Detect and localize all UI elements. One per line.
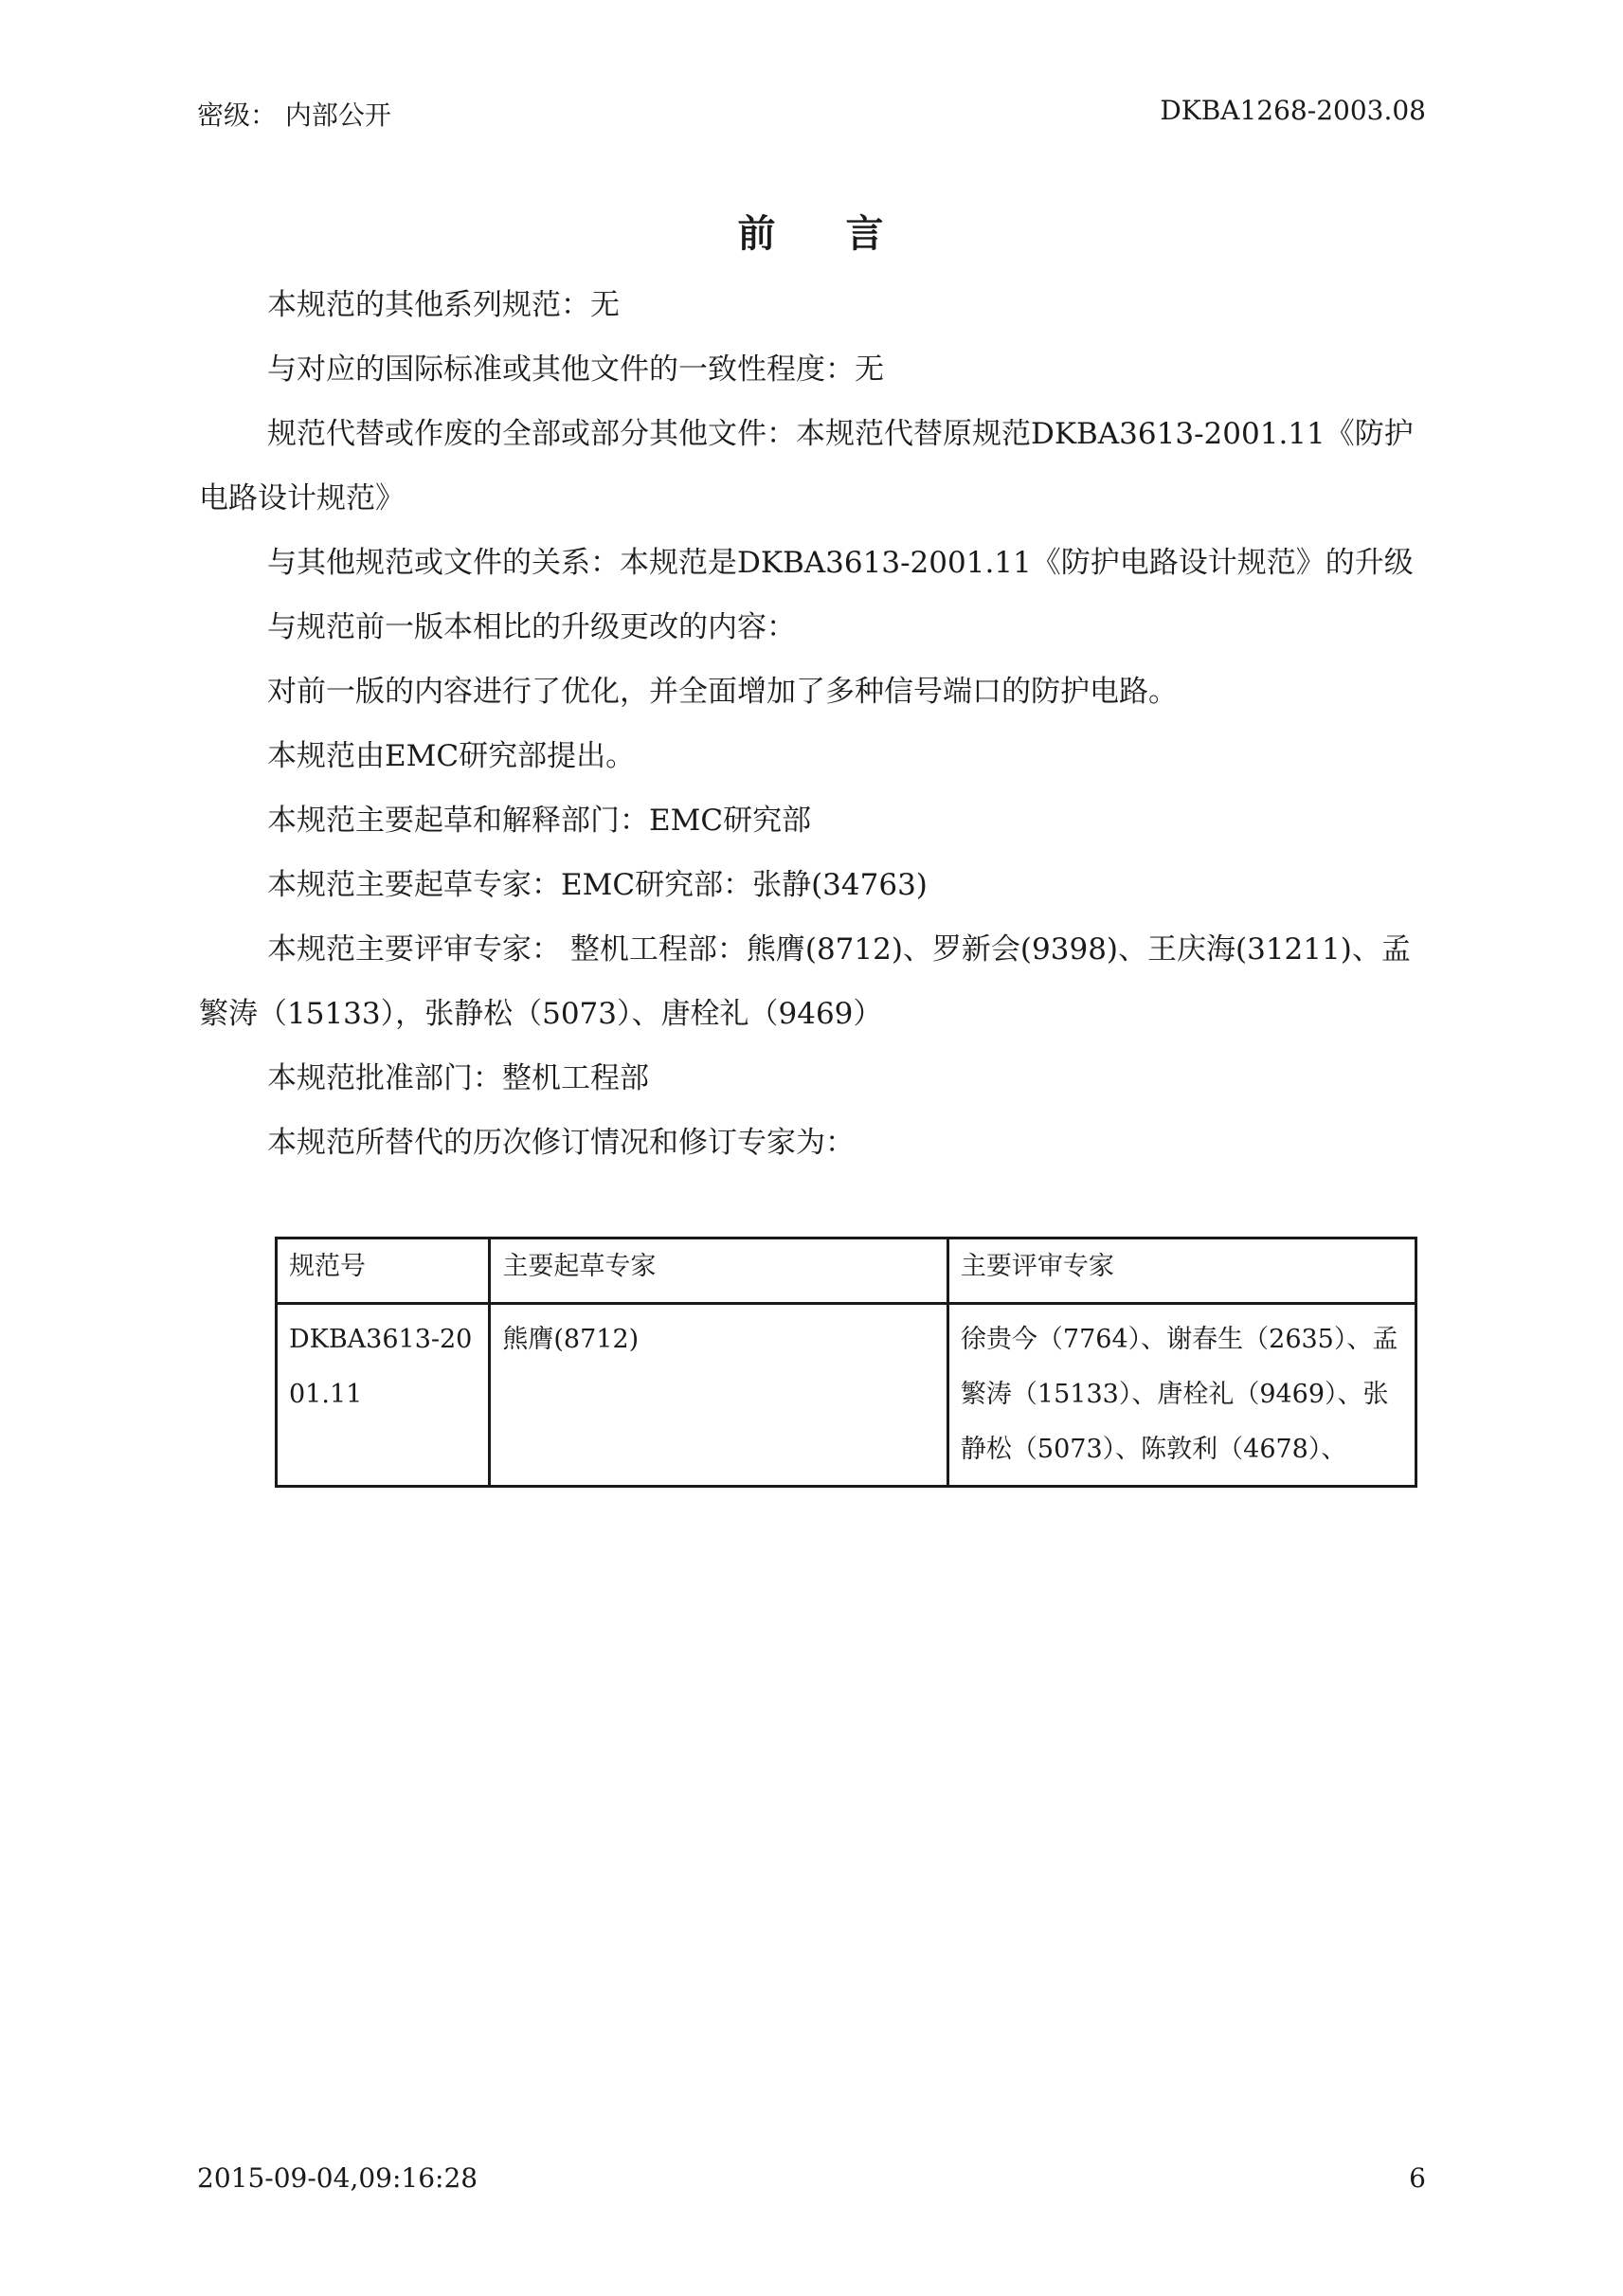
section-title	[0, 204, 1623, 258]
paragraph-proposer: 本规范由EMC研究部提出。	[267, 739, 636, 773]
column-header-spec: 规范号	[277, 1238, 490, 1304]
paragraph-review-experts: 本规范主要评审专家： 整机工程部：熊膺(8712)、罗新会(9398)、王庆海(31211)、孟繁涛（15133），张静松（5073）、唐栓礼（9469）	[199, 932, 1411, 1031]
title-char-2: 言	[845, 211, 886, 256]
cell-reviewers: 徐贵今（7764）、谢春生（2635）、孟繁涛（15133）、唐栓礼（9469）、张静松（5073）、陈敦利（4678）、	[947, 1304, 1416, 1487]
table-header-row	[277, 1238, 1416, 1304]
paragraph-approval-dept: 本规范批准部门：整机工程部	[267, 1061, 649, 1095]
print-timestamp: 2015-09-04,09:16:28	[197, 2162, 478, 2194]
preface-body	[199, 273, 1431, 1175]
paragraph-other-series: 本规范的其他系列规范：无	[267, 288, 620, 322]
column-header-reviewers: 主要评审专家	[947, 1238, 1416, 1304]
paragraph-drafting-expert: 本规范主要起草专家：EMC研究部：张静(34763)	[267, 868, 928, 902]
paragraph-replaced-docs: 规范代替或作废的全部或部分其他文件：本规范代替原规范DKBA3613-2001.11《防护电路设计规范》	[199, 417, 1414, 515]
cell-drafter: 熊膺(8712)	[490, 1304, 948, 1487]
paragraph-drafting-dept: 本规范主要起草和解释部门：EMC研究部	[267, 804, 812, 838]
classification-label: 密级： 内部公开	[197, 99, 391, 131]
column-header-drafter: 主要起草专家	[490, 1238, 948, 1304]
revision-history-table	[275, 1237, 1417, 1488]
paragraph-revision-history-intro: 本规范所替代的历次修订情况和修订专家为：	[267, 1126, 855, 1160]
page-number: 6	[1409, 2162, 1426, 2194]
cell-spec: DKBA3613-2001.11	[277, 1304, 490, 1487]
paragraph-relationship: 与其他规范或文件的关系：本规范是DKBA3613-2001.11《防护电路设计规范》的升级	[267, 546, 1414, 580]
paragraph-upgrade-changes: 与规范前一版本相比的升级更改的内容：	[267, 610, 796, 644]
title-char-1: 前	[737, 211, 778, 256]
paragraph-consistency: 与对应的国际标准或其他文件的一致性程度：无	[267, 353, 884, 387]
paragraph-optimization: 对前一版的内容进行了优化，并全面增加了多种信号端口的防护电路。	[267, 675, 1178, 709]
document-number: DKBA1268-2003.08	[1160, 95, 1426, 126]
table-row	[277, 1304, 1416, 1487]
